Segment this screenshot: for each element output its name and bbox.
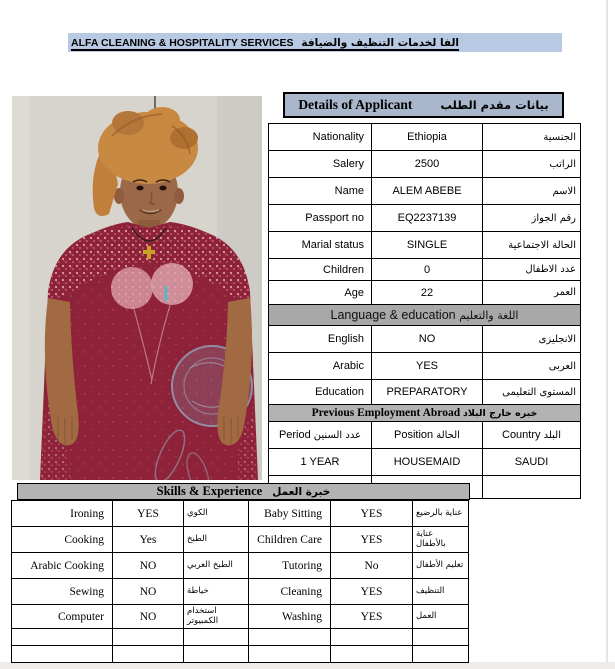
- field-label-arabic: العربى: [483, 353, 581, 380]
- table-row: [269, 205, 581, 232]
- skill-name-arabic: عناية بالأطفال: [413, 527, 469, 553]
- column-header-period: [269, 422, 372, 449]
- field-value: 0: [372, 259, 483, 281]
- field-value: YES: [372, 353, 483, 380]
- period-value: 1 YEAR: [269, 449, 372, 476]
- skill-name: Arabic Cooking: [12, 553, 113, 579]
- field-label: Age: [269, 281, 372, 305]
- language-section-title-arabic: اللغة والتعليم: [459, 309, 519, 322]
- employment-section-title-arabic: خبره خارج البلاد: [462, 408, 538, 419]
- skill-name: Ironing: [12, 501, 113, 527]
- skill-value: YES: [331, 501, 413, 527]
- company-header-bar: [68, 33, 562, 52]
- empty-cell: [331, 629, 413, 646]
- column-header-english: Period: [278, 429, 311, 441]
- details-title-english: Details of Applicant: [298, 97, 413, 112]
- empty-cell: [113, 629, 184, 646]
- language-section-title-english: Language & education: [330, 308, 456, 322]
- skill-name-arabic: خياطة: [184, 579, 249, 605]
- field-label: Passport no: [269, 205, 372, 232]
- table-row: [269, 281, 581, 305]
- field-value: ALEM ABEBE: [372, 178, 483, 205]
- table-row: [269, 353, 581, 380]
- field-value: Ethiopia: [372, 124, 483, 151]
- field-value: 22: [372, 281, 483, 305]
- field-label: Arabic: [269, 353, 372, 380]
- employment-values-row: [269, 449, 581, 476]
- company-header-underline: [71, 33, 459, 51]
- empty-cell: [331, 646, 413, 663]
- field-label: Education: [269, 380, 372, 405]
- field-value: 2500: [372, 151, 483, 178]
- empty-cell: [413, 629, 469, 646]
- column-header-position: [372, 422, 483, 449]
- empty-cell: [12, 646, 113, 663]
- field-label: Salery: [269, 151, 372, 178]
- column-header-arabic: الحالة: [436, 430, 460, 441]
- skills-table: [11, 500, 469, 663]
- empty-cell: [184, 646, 249, 663]
- empty-cell: [413, 646, 469, 663]
- position-value: HOUSEMAID: [372, 449, 483, 476]
- skills-row: [12, 501, 469, 527]
- skill-value: YES: [331, 579, 413, 605]
- skill-name-arabic: العمل: [413, 605, 469, 629]
- skills-empty-row: [12, 646, 469, 663]
- field-label-arabic: المستوى التعليمى: [483, 380, 581, 405]
- skill-name-arabic: تعليم الأطفال: [413, 553, 469, 579]
- field-value: NO: [372, 326, 483, 353]
- page-bottom-edge: [0, 662, 615, 669]
- empty-cell: [113, 646, 184, 663]
- skills-empty-row: [12, 629, 469, 646]
- field-label: English: [269, 326, 372, 353]
- skill-name-arabic: الطبخ: [184, 527, 249, 553]
- language-education-section-header: [269, 305, 581, 326]
- column-header-arabic: البلد: [543, 430, 561, 441]
- skills-experience-section-header: [17, 483, 470, 500]
- field-label-arabic: الانجليزى: [483, 326, 581, 353]
- skill-name: Cooking: [12, 527, 113, 553]
- skill-value: NO: [113, 579, 184, 605]
- skill-value: No: [331, 553, 413, 579]
- field-label-arabic: رقم الجواز: [483, 205, 581, 232]
- table-row: [269, 232, 581, 259]
- table-row: [269, 259, 581, 281]
- company-name-english: ALFA CLEANING & HOSPITALITY SERVICES: [71, 37, 294, 49]
- column-header-english: Country: [502, 429, 541, 441]
- empty-cell: [483, 476, 581, 499]
- column-header-country: [483, 422, 581, 449]
- field-value: EQ2237139: [372, 205, 483, 232]
- skill-name: Children Care: [249, 527, 331, 553]
- skills-row: [12, 579, 469, 605]
- skill-value: YES: [113, 501, 184, 527]
- skill-name: Cleaning: [249, 579, 331, 605]
- field-label: Children: [269, 259, 372, 281]
- field-label-arabic: الاسم: [483, 178, 581, 205]
- skills-row: [12, 553, 469, 579]
- applicant-photo: [12, 96, 262, 480]
- skill-value: NO: [113, 553, 184, 579]
- employment-section-title-english: Previous Employment Abroad: [311, 407, 461, 419]
- column-header-english: Position: [394, 429, 434, 441]
- skill-value: Yes: [113, 527, 184, 553]
- skill-name: Computer: [12, 605, 113, 629]
- skills-title-arabic: خبرة العمل: [272, 485, 331, 498]
- skill-name: Baby Sitting: [249, 501, 331, 527]
- skill-name-arabic: عناية بالرضيع: [413, 501, 469, 527]
- company-name-arabic: الفا لخدمات التنظيف والضيافة: [301, 37, 459, 49]
- table-row: [269, 326, 581, 353]
- country-value: SAUDI: [483, 449, 581, 476]
- applicant-details-table: [268, 123, 581, 499]
- skill-name: Washing: [249, 605, 331, 629]
- field-label-arabic: العمر: [483, 281, 581, 305]
- field-label-arabic: الجنسية: [483, 124, 581, 151]
- empty-cell: [12, 629, 113, 646]
- field-value: SINGLE: [372, 232, 483, 259]
- skill-value: YES: [331, 527, 413, 553]
- table-row: [269, 380, 581, 405]
- skills-row: [12, 605, 469, 629]
- empty-cell: [184, 629, 249, 646]
- skill-name: Tutoring: [249, 553, 331, 579]
- skill-name: Sewing: [12, 579, 113, 605]
- skill-value: NO: [113, 605, 184, 629]
- skill-name-arabic: التنظيف: [413, 579, 469, 605]
- skills-row: [12, 527, 469, 553]
- field-label-arabic: الحالة الاجتماعية: [483, 232, 581, 259]
- table-row: [269, 124, 581, 151]
- empty-cell: [249, 646, 331, 663]
- employment-column-header-row: [269, 422, 581, 449]
- page-right-edge: [606, 0, 608, 663]
- field-label: Marial status: [269, 232, 372, 259]
- empty-cell: [249, 629, 331, 646]
- field-label-arabic: عدد الاطفال: [483, 259, 581, 281]
- skill-name-arabic: استخدام الكمبيوتر: [184, 605, 249, 629]
- details-of-applicant-header: [283, 92, 564, 118]
- skills-title-english: Skills & Experience: [156, 484, 263, 498]
- skill-value: YES: [331, 605, 413, 629]
- field-value: PREPARATORY: [372, 380, 483, 405]
- details-title-arabic: بيانات مقدم الطلب: [440, 98, 549, 112]
- skill-name-arabic: الكوي: [184, 501, 249, 527]
- field-label: Name: [269, 178, 372, 205]
- previous-employment-section-header: [269, 405, 581, 422]
- table-row: [269, 178, 581, 205]
- field-label-arabic: الراتب: [483, 151, 581, 178]
- column-header-arabic: عدد السنين: [313, 430, 362, 441]
- field-label: Nationality: [269, 124, 372, 151]
- skill-name-arabic: الطبخ العربي: [184, 553, 249, 579]
- table-row: [269, 151, 581, 178]
